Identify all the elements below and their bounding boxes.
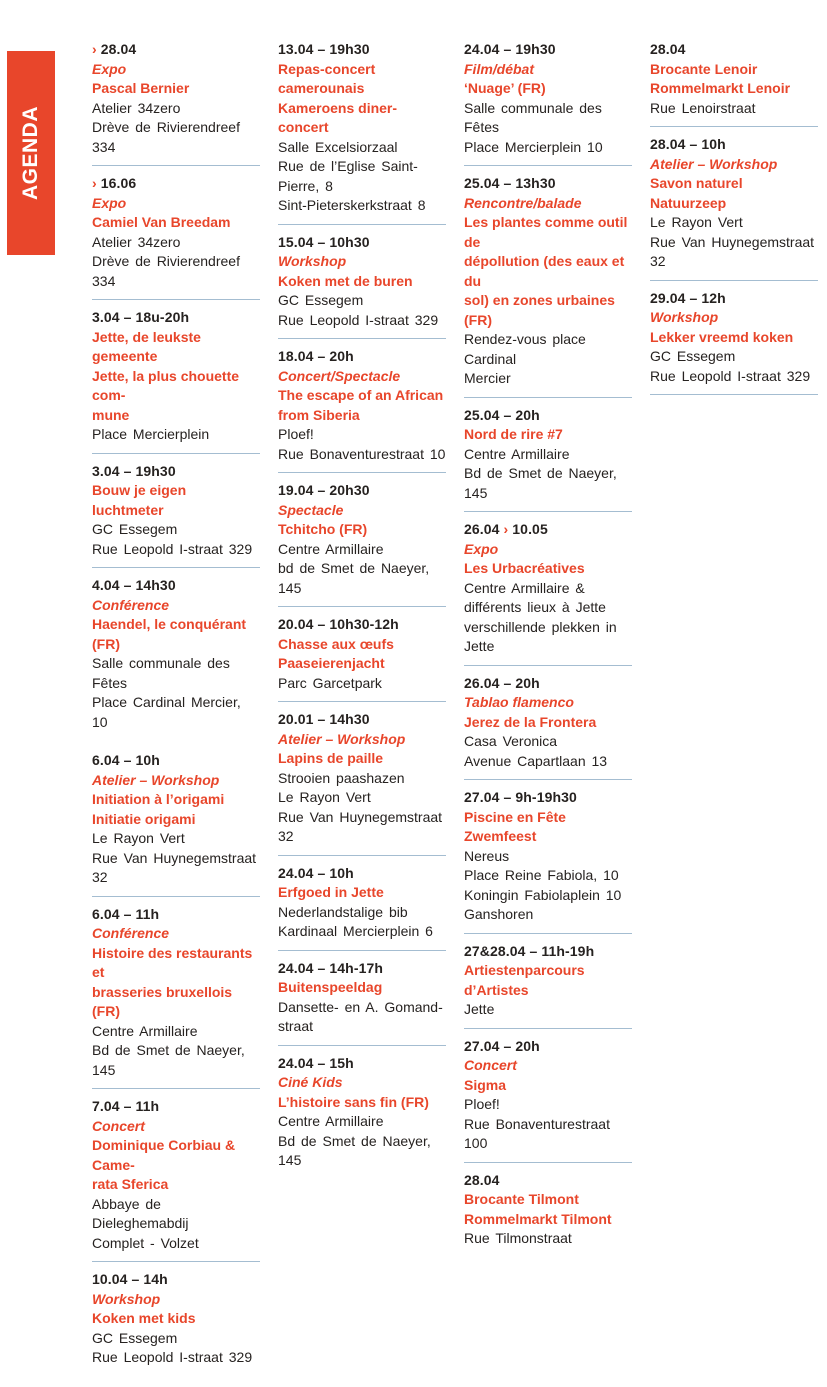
- event-date: [650, 40, 818, 60]
- event-title: sol) en zones urbaines (FR): [464, 292, 615, 328]
- event-detail: verschillende plekken in Jette: [464, 618, 617, 654]
- event-detail: Bd de Smet de Naeyer, 145: [92, 1042, 245, 1078]
- event-title: Camiel Van Breedam: [92, 214, 231, 230]
- event-detail: Rue Lenoirstraat: [650, 99, 756, 116]
- event-date-text: 18.04 – 20h: [278, 348, 354, 364]
- event-detail: Rendez-vous place Cardinal: [464, 331, 586, 367]
- event-title: Chasse aux œufs: [278, 635, 394, 652]
- event-category: Expo: [92, 194, 127, 211]
- event-category: Expo: [92, 60, 127, 77]
- event-gap: [464, 1249, 632, 1268]
- event-date: [464, 1171, 632, 1191]
- event-title: Histoire des restaurants et: [92, 944, 253, 980]
- event-gap: [92, 1368, 260, 1387]
- event-date: [464, 1037, 632, 1057]
- event-detail: Rue de l’Eglise Saint-Pierre, 8: [278, 158, 418, 194]
- event-separator: [464, 397, 632, 398]
- event-detail: GC Essegem: [92, 521, 178, 537]
- event-separator: [278, 472, 446, 473]
- event-detail: Rue Leopold I-straat 329: [92, 540, 253, 557]
- event-detail: Complet - Volzet: [92, 1234, 199, 1251]
- event-date-text: 20.01 – 14h30: [278, 711, 370, 727]
- event-date: [92, 751, 260, 771]
- event-date-text: 24.04 – 10h: [278, 864, 354, 881]
- event-detail: Abbaye de Dieleghemabdij: [92, 1195, 189, 1231]
- event-date-text: 16.06: [100, 175, 137, 191]
- event-date-text: 28.04 – 10h: [650, 136, 726, 152]
- event-separator: [650, 126, 818, 127]
- event-title: Rommelmarkt Lenoir: [650, 80, 791, 96]
- event-listing: [464, 1171, 632, 1249]
- event-listing: [92, 1270, 260, 1368]
- event-date: [650, 135, 818, 155]
- event-date-text: 28.04: [464, 1171, 500, 1188]
- event-date: [92, 905, 260, 925]
- agenda-column-1: [92, 40, 260, 1387]
- event-date-text: 28.04: [100, 41, 137, 57]
- event-detail: Rue Leopold I-straat 329: [278, 311, 439, 328]
- event-category: Workshop: [278, 253, 347, 269]
- event-date-text: 28.04: [650, 41, 686, 57]
- event-listing: [278, 959, 446, 1037]
- event-listing: [464, 174, 632, 389]
- event-listing: [278, 481, 446, 598]
- event-date-text: 19.04 – 20h30: [278, 482, 370, 498]
- event-listing: [464, 40, 632, 157]
- event-separator: [278, 950, 446, 951]
- event-category: Workshop: [92, 1290, 161, 1307]
- event-detail: Strooien paashazen: [278, 769, 405, 786]
- event-detail: Sint-Pieterskerkstraat 8: [278, 197, 426, 213]
- event-detail: Rue Bonaventurestraat 10: [278, 445, 446, 462]
- event-title: Piscine en Fête: [464, 808, 566, 825]
- event-gap: [92, 732, 260, 751]
- event-detail: Rue Van Huynegemstraat 32: [278, 808, 443, 844]
- event-category: Concert: [92, 1117, 145, 1134]
- event-separator: [92, 1261, 260, 1262]
- event-category: Workshop: [650, 309, 719, 325]
- event-detail: Le Rayon Vert: [92, 830, 185, 846]
- event-date: [278, 347, 446, 367]
- event-title: Brocante Tilmont: [464, 1191, 579, 1207]
- event-date: [92, 1270, 260, 1290]
- event-date-text: 24.04 – 19h30: [464, 41, 556, 57]
- event-title: ‘Nuage’ (FR): [464, 80, 546, 96]
- event-detail: différents lieux à Jette: [464, 599, 606, 615]
- event-listing: [278, 347, 446, 464]
- event-separator: [278, 1045, 446, 1046]
- event-title: Zwemfeest: [464, 828, 537, 844]
- event-date: [464, 942, 632, 962]
- event-listing: [464, 406, 632, 504]
- event-date: [278, 233, 446, 253]
- event-date-text: 15.04 – 10h30: [278, 233, 370, 250]
- event-category: Expo: [464, 540, 499, 557]
- event-detail: Drève de Rivierendreef 334: [92, 119, 240, 155]
- event-detail: Rue Bonaventurestraat 100: [464, 1115, 610, 1151]
- event-category: Tablao flamenco: [464, 694, 574, 710]
- event-title: Koken met kids: [92, 1310, 196, 1326]
- event-date: [92, 308, 260, 328]
- event-listing: [278, 615, 446, 693]
- event-detail: Avenue Capartlaan 13: [464, 752, 608, 769]
- event-title: Erfgoed in Jette: [278, 884, 384, 900]
- event-date-text: 3.04 – 19h30: [92, 462, 176, 479]
- event-title: Jette, la plus chouette com-: [92, 367, 240, 403]
- event-detail: Place Cardinal Mercier, 10: [92, 694, 241, 730]
- event-detail: Rue Leopold I-straat 329: [650, 367, 811, 384]
- event-title: Initiatie origami: [92, 810, 196, 827]
- event-listing: [92, 905, 260, 1081]
- event-date-text: 6.04 – 11h: [92, 905, 160, 922]
- event-detail: GC Essegem: [92, 1329, 178, 1346]
- event-date-text: 29.04 – 12h: [650, 289, 726, 306]
- event-detail: Mercier: [464, 370, 511, 386]
- event-title: Sigma: [464, 1076, 507, 1093]
- event-date: [278, 710, 446, 730]
- event-listing: [92, 751, 260, 888]
- event-date: [278, 615, 446, 635]
- event-date: [278, 40, 446, 60]
- event-detail: Rue Leopold I-straat 329: [92, 1349, 253, 1365]
- event-date-text: 26.04: [464, 521, 504, 537]
- event-category: Spectacle: [278, 501, 344, 518]
- event-date: [278, 864, 446, 884]
- event-listing: [464, 1037, 632, 1154]
- event-detail: Le Rayon Vert: [650, 214, 743, 230]
- event-date-text: 7.04 – 11h: [92, 1098, 160, 1114]
- event-title: Jerez de la Frontera: [464, 713, 597, 730]
- event-detail: Koningin Fabiolaplein 10: [464, 886, 622, 903]
- event-separator: [464, 165, 632, 166]
- event-date: [92, 462, 260, 482]
- event-detail: Bd de Smet de Naeyer, 145: [464, 465, 617, 501]
- agenda-section-tab: [7, 51, 55, 255]
- event-separator: [464, 933, 632, 934]
- event-date: [92, 1097, 260, 1117]
- event-detail: Le Rayon Vert: [278, 789, 371, 805]
- event-date: [464, 520, 632, 540]
- event-listing: [650, 135, 818, 272]
- event-separator: [278, 338, 446, 339]
- event-detail: Ploef!: [464, 1096, 500, 1112]
- event-detail: Centre Armillaire: [278, 540, 384, 557]
- event-title: Artiestenparcours d’Artistes: [464, 962, 585, 998]
- event-title: Savon naturel: [650, 175, 743, 191]
- event-separator: [464, 511, 632, 512]
- event-detail: Dansette- en A. Gomand-: [278, 998, 443, 1015]
- event-title: Lekker vreemd koken: [650, 328, 794, 345]
- event-separator: [650, 394, 818, 395]
- event-category: Atelier – Workshop: [278, 730, 406, 747]
- event-title: from Siberia: [278, 406, 360, 423]
- event-date-text: 25.04 – 20h: [464, 406, 540, 423]
- event-detail: Rue Van Huynegemstraat 32: [92, 849, 257, 885]
- event-listing: [464, 674, 632, 772]
- event-title: Les Urbacréatives: [464, 560, 585, 576]
- event-separator: [464, 665, 632, 666]
- event-title: Jette, de leukste gemeente: [92, 328, 201, 364]
- event-date-text: 26.04 – 20h: [464, 674, 540, 691]
- event-title: Bouw je eigen luchtmeter: [92, 482, 187, 518]
- event-listing: [650, 40, 818, 118]
- event-date-text: 24.04 – 14h-17h: [278, 959, 384, 976]
- event-separator: [278, 606, 446, 607]
- event-date: [464, 174, 632, 194]
- event-listing: [92, 40, 260, 157]
- event-title: Les plantes comme outil de: [464, 214, 628, 250]
- event-date-text: 24.04 – 15h: [278, 1054, 354, 1071]
- event-detail: Drève de Rivierendreef 334: [92, 253, 240, 289]
- event-title: Lapins de paille: [278, 750, 384, 766]
- event-date: [464, 40, 632, 60]
- event-detail: Salle communale des Fêtes: [92, 655, 230, 691]
- event-separator: [92, 896, 260, 897]
- event-detail: Centre Armillaire &: [464, 579, 585, 596]
- event-separator: [92, 567, 260, 568]
- event-title: Buitenspeeldag: [278, 979, 383, 995]
- event-category: Rencontre/balade: [464, 194, 582, 211]
- event-detail: Place Mercierplein 10: [464, 138, 603, 155]
- event-title: Dominique Corbiau & Came-: [92, 1137, 236, 1173]
- event-category: Conférence: [92, 596, 170, 613]
- chevron-right-icon: ›: [92, 175, 101, 191]
- event-listing: [464, 520, 632, 657]
- event-detail: Jette: [464, 1001, 495, 1017]
- event-title: Haendel, le conquérant (FR): [92, 616, 247, 652]
- agenda-column-4: [650, 40, 818, 1387]
- event-date-text: 4.04 – 14h30: [92, 577, 176, 593]
- event-date-text: 27&28.04 – 11h-19h: [464, 942, 595, 959]
- event-date: [92, 174, 260, 194]
- event-separator: [92, 1088, 260, 1089]
- event-detail: Nederlandstalige bib: [278, 903, 408, 920]
- agenda-column-2: [278, 40, 446, 1387]
- event-category: Concert: [464, 1057, 517, 1073]
- agenda-section-label: AGENDA: [19, 105, 43, 201]
- event-gap: [278, 1171, 446, 1190]
- event-date: [650, 289, 818, 309]
- event-detail: Nereus: [464, 847, 510, 864]
- event-detail: Casa Veronica: [464, 733, 558, 749]
- event-listing: [278, 1054, 446, 1171]
- event-date: [92, 40, 260, 60]
- event-detail: Centre Armillaire: [92, 1022, 198, 1039]
- event-date-text: 10.05: [512, 521, 548, 537]
- event-listing: [92, 462, 260, 560]
- event-date: [464, 674, 632, 694]
- event-separator: [92, 299, 260, 300]
- event-category: Film/débat: [464, 60, 535, 77]
- event-detail: Rue Van Huynegemstraat 32: [650, 233, 815, 269]
- event-detail: Kardinaal Mercierplein 6: [278, 923, 433, 939]
- event-title: Paaseierenjacht: [278, 655, 385, 671]
- event-separator: [92, 165, 260, 166]
- event-title: The escape of an African: [278, 387, 444, 403]
- event-title: dépollution (des eaux et du: [464, 253, 625, 289]
- event-detail: Bd de Smet de Naeyer, 145: [278, 1132, 431, 1168]
- event-title: Koken met de buren: [278, 272, 413, 289]
- event-listing: [278, 864, 446, 942]
- event-title: Brocante Lenoir: [650, 60, 758, 77]
- event-date-text: 27.04 – 9h-19h30: [464, 789, 577, 805]
- event-date-text: 25.04 – 13h30: [464, 175, 556, 191]
- event-detail: GC Essegem: [650, 348, 736, 364]
- event-detail: bd de Smet de Naeyer, 145: [278, 560, 430, 596]
- event-date-text: 6.04 – 10h: [92, 752, 160, 768]
- event-title: rata Sferica: [92, 1176, 169, 1192]
- event-separator: [278, 855, 446, 856]
- event-category: Atelier – Workshop: [650, 155, 778, 172]
- event-detail: Ploef!: [278, 426, 314, 442]
- event-date: [464, 788, 632, 808]
- event-listing: [278, 710, 446, 847]
- event-category: Ciné Kids: [278, 1074, 343, 1090]
- event-listing: [278, 233, 446, 331]
- agenda-columns: [92, 40, 818, 1387]
- event-listing: [92, 1097, 260, 1253]
- event-title: Tchitcho (FR): [278, 521, 368, 537]
- event-title: brasseries bruxellois (FR): [92, 983, 233, 1019]
- event-date: [278, 1054, 446, 1074]
- event-detail: straat: [278, 1018, 314, 1034]
- event-date-text: 10.04 – 14h: [92, 1271, 168, 1287]
- event-detail: Atelier 34zero: [92, 233, 181, 250]
- event-title: Nord de rire #7: [464, 426, 563, 442]
- event-separator: [278, 701, 446, 702]
- event-detail: Centre Armillaire: [464, 445, 570, 462]
- event-listing: [650, 289, 818, 387]
- event-title: Initiation à l’origami: [92, 791, 225, 807]
- event-detail: GC Essegem: [278, 292, 364, 308]
- event-separator: [278, 224, 446, 225]
- event-date-text: 20.04 – 10h30-12h: [278, 616, 399, 632]
- event-date: [278, 481, 446, 501]
- event-title: Kameroens diner-concert: [278, 99, 398, 135]
- chevron-right-icon: ›: [92, 41, 101, 57]
- event-detail: Salle communale des Fêtes: [464, 99, 602, 135]
- event-separator: [464, 779, 632, 780]
- event-listing: [92, 308, 260, 445]
- agenda-column-3: [464, 40, 632, 1387]
- event-category: Atelier – Workshop: [92, 771, 220, 788]
- chevron-right-icon: ›: [503, 521, 513, 537]
- event-separator: [92, 453, 260, 454]
- event-detail: Rue Tilmonstraat: [464, 1230, 572, 1246]
- event-listing: [278, 40, 446, 216]
- event-title: Pascal Bernier: [92, 80, 190, 96]
- event-date-text: 27.04 – 20h: [464, 1037, 540, 1054]
- event-separator: [464, 1162, 632, 1163]
- event-title: Repas-concert camerounais: [278, 60, 376, 96]
- event-date: [464, 406, 632, 426]
- event-title: L’histoire sans fin (FR): [278, 1093, 429, 1110]
- event-date: [92, 576, 260, 596]
- event-listing: [92, 174, 260, 291]
- event-detail: Centre Armillaire: [278, 1113, 384, 1129]
- event-date: [278, 959, 446, 979]
- event-category: Conférence: [92, 925, 170, 941]
- event-title: Rommelmarkt Tilmont: [464, 1210, 612, 1227]
- event-date-text: 13.04 – 19h30: [278, 41, 370, 57]
- event-title: mune: [92, 406, 130, 423]
- event-detail: Salle Excelsiorzaal: [278, 138, 398, 155]
- event-date-text: 3.04 – 18u-20h: [92, 309, 190, 325]
- event-detail: Ganshoren: [464, 906, 534, 922]
- event-listing: [464, 788, 632, 925]
- event-detail: Atelier 34zero: [92, 99, 181, 116]
- event-detail: Parc Garcetpark: [278, 674, 382, 691]
- event-listing: [92, 576, 260, 732]
- event-separator: [650, 280, 818, 281]
- event-category: Concert/Spectacle: [278, 367, 401, 384]
- event-title: Natuurzeep: [650, 194, 727, 211]
- event-listing: [464, 942, 632, 1020]
- event-detail: Place Reine Fabiola, 10: [464, 867, 619, 883]
- event-separator: [464, 1028, 632, 1029]
- event-detail: Place Mercierplein: [92, 426, 210, 442]
